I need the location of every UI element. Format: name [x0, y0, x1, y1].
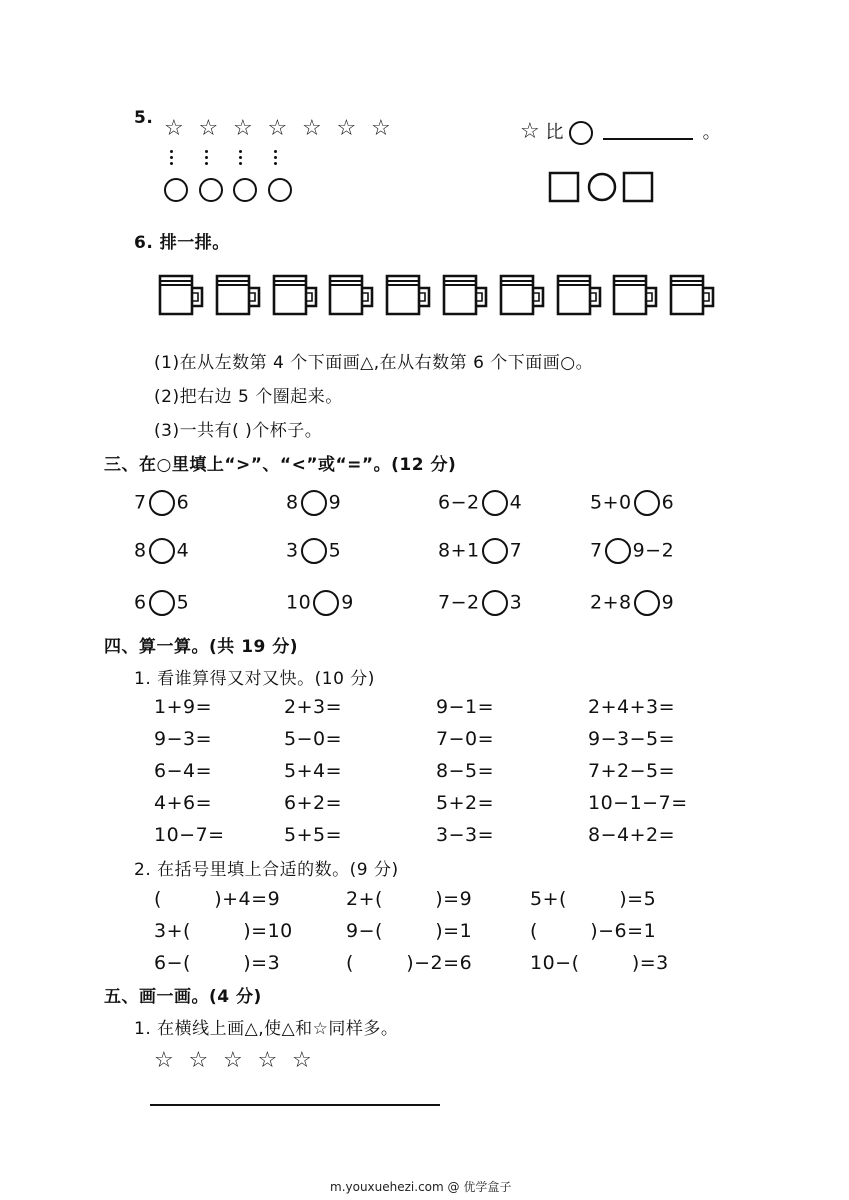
- footer-watermark: m.youxuehezi.com @ 优学盒子: [330, 1180, 512, 1194]
- calc-expression[interactable]: 4+6=: [154, 792, 213, 814]
- calc-expression[interactable]: 6−4=: [154, 760, 213, 782]
- q6-sub-3: (3)一共有( )个杯子。: [154, 421, 323, 441]
- calc-expression[interactable]: 7−0=: [436, 728, 495, 750]
- calc-expression[interactable]: 5−0=: [284, 728, 343, 750]
- star-icon: ☆: [302, 116, 322, 141]
- comparison-item: [590, 590, 674, 616]
- star-icon: ☆: [233, 116, 253, 141]
- comparison-right: 5: [328, 539, 342, 562]
- comparison-right: 4: [176, 539, 190, 562]
- comparison-left: 6: [134, 591, 147, 614]
- calc-expression[interactable]: 2+3=: [284, 696, 343, 718]
- dotted-connector: [239, 150, 243, 168]
- star-icon: ☆: [154, 1048, 174, 1073]
- comparison-right: 9: [328, 491, 342, 514]
- square-circle-square-icons: [548, 170, 658, 204]
- q6-sub-2: (2)把右边 5 个圈起来。: [154, 387, 343, 407]
- calc-expression[interactable]: 9−1=: [436, 696, 495, 718]
- fill-expression[interactable]: 2+( )=9: [346, 888, 473, 910]
- comparison-left: 5+0: [590, 491, 632, 514]
- circle-icon: [268, 178, 292, 202]
- comparison-item: [286, 538, 341, 564]
- star-icon: ☆: [198, 116, 219, 141]
- q5-number: 5.: [134, 108, 154, 128]
- triangle-answer-line[interactable]: [150, 1104, 440, 1106]
- cup-icon: [555, 272, 603, 316]
- comparison-item: [438, 490, 522, 516]
- comparison-left: 7: [134, 491, 147, 514]
- q5-compare-sentence: [520, 118, 721, 145]
- cup-icon: [498, 272, 546, 316]
- comparison-item: [134, 590, 189, 616]
- star-icon: ☆: [188, 1048, 209, 1073]
- cup-icon: [611, 272, 659, 316]
- comparison-left: 7: [590, 539, 603, 562]
- comparison-item: [134, 490, 189, 516]
- comparison-item: [286, 490, 341, 516]
- comparison-left: 2+8: [590, 591, 632, 614]
- section4-title: 四、算一算。(共 19 分): [104, 637, 299, 657]
- comparison-item: [438, 538, 522, 564]
- comparison-right: 6: [661, 491, 675, 514]
- comparison-left: 3: [286, 539, 299, 562]
- calc-expression[interactable]: 10−7=: [154, 824, 225, 846]
- comparison-right: 7: [509, 539, 523, 562]
- star-icon: ☆: [520, 119, 540, 144]
- star-icon: ☆: [371, 116, 391, 141]
- comparison-circle[interactable]: [634, 490, 660, 516]
- comparison-item: [286, 590, 354, 616]
- section4-part2-title: 2. 在括号里填上合适的数。(9 分): [134, 860, 399, 880]
- comparison-item: [590, 490, 674, 516]
- fill-expression[interactable]: 9−( )=1: [346, 920, 473, 942]
- sentence-end: 。: [702, 122, 721, 143]
- circle-icon: [199, 178, 223, 202]
- q6-sub-1: (1)在从左数第 4 个下面画△,在从右数第 6 个下面画○。: [154, 353, 594, 373]
- section5-title: 五、画一画。(4 分): [104, 987, 262, 1007]
- q5-shape-row: [548, 170, 658, 208]
- star-icon: ☆: [257, 1048, 278, 1073]
- circle-icon: [233, 178, 257, 202]
- comparison-circle[interactable]: [301, 490, 327, 516]
- fill-expression[interactable]: 5+( )=5: [530, 888, 657, 910]
- dotted-connector: [205, 150, 209, 168]
- section5-part1-title: 1. 在横线上画△,使△和☆同样多。: [134, 1019, 399, 1039]
- calc-expression[interactable]: 6+2=: [284, 792, 343, 814]
- comparison-right: 6: [176, 491, 190, 514]
- calc-expression[interactable]: 8−5=: [436, 760, 495, 782]
- comparison-right: 9: [341, 591, 354, 614]
- dotted-connector: [170, 150, 174, 168]
- comparison-circle[interactable]: [301, 538, 327, 564]
- q5-dotted-connectors: [170, 150, 300, 172]
- calc-expression[interactable]: 1+9=: [154, 696, 213, 718]
- star-icon: ☆: [292, 1048, 312, 1073]
- comparison-circle[interactable]: [482, 538, 508, 564]
- calc-expression[interactable]: 5+2=: [436, 792, 495, 814]
- star-icon: ☆: [164, 116, 184, 141]
- comparison-circle[interactable]: [149, 490, 175, 516]
- calc-expression[interactable]: 10−1−7=: [588, 792, 688, 814]
- calc-expression[interactable]: 5+5=: [284, 824, 343, 846]
- cup-icon: [271, 272, 319, 316]
- comparison-left: 10: [286, 591, 312, 614]
- circle-icon: [164, 178, 188, 202]
- star-icon: ☆: [336, 116, 357, 141]
- answer-blank[interactable]: [603, 138, 693, 140]
- cup-icon: [327, 272, 375, 316]
- comparison-item: [438, 590, 522, 616]
- comparison-circle[interactable]: [634, 590, 660, 616]
- fill-expression[interactable]: 6−( )=3: [154, 952, 281, 974]
- comparison-circle[interactable]: [482, 490, 508, 516]
- cup-row: [157, 272, 727, 318]
- comparison-circle[interactable]: [482, 590, 508, 616]
- comparison-right: 5: [176, 591, 190, 614]
- calc-expression[interactable]: 8−4+2=: [588, 824, 676, 846]
- calc-expression[interactable]: 2+4+3=: [588, 696, 676, 718]
- comparison-item: [134, 538, 189, 564]
- calc-expression[interactable]: 9−3−5=: [588, 728, 676, 750]
- section4-part1-title: 1. 看谁算得又对又快。(10 分): [134, 669, 375, 689]
- fill-expression[interactable]: 10−( )=3: [530, 952, 669, 974]
- comparison-item: [590, 538, 674, 564]
- comparison-circle[interactable]: [149, 538, 175, 564]
- comparison-circle[interactable]: [605, 538, 631, 564]
- calc-expression[interactable]: 3−3=: [436, 824, 495, 846]
- comparison-right: 9−2: [632, 539, 675, 562]
- comparison-right: 4: [509, 491, 523, 514]
- cup-icon: [384, 272, 432, 316]
- comparison-left: 7−2: [438, 591, 480, 614]
- fill-expression[interactable]: ( )+4=9: [154, 888, 281, 910]
- comparison-right: 3: [509, 591, 523, 614]
- fill-expression[interactable]: 3+( )=10: [154, 920, 293, 942]
- comparison-left: 6−2: [438, 491, 480, 514]
- fill-expression[interactable]: ( )−6=1: [530, 920, 657, 942]
- star-icon: ☆: [223, 1048, 243, 1073]
- dotted-connector: [274, 150, 278, 168]
- calc-expression[interactable]: 7+2−5=: [588, 760, 676, 782]
- comparison-circle[interactable]: [149, 590, 175, 616]
- cup-icon: [441, 272, 489, 316]
- comparison-left: 8: [286, 491, 299, 514]
- calc-expression[interactable]: 9−3=: [154, 728, 213, 750]
- calc-expression[interactable]: 5+4=: [284, 760, 343, 782]
- comparison-circle[interactable]: [313, 590, 339, 616]
- cup-icon: [157, 272, 205, 316]
- cup-icon: [668, 272, 716, 316]
- circle-icon: [569, 121, 593, 145]
- section3-title: 三、在○里填上“>”、“<”或“=”。(12 分): [104, 455, 457, 475]
- compare-word: 比: [545, 122, 564, 143]
- fill-expression[interactable]: ( )−2=6: [346, 952, 473, 974]
- star-icon: ☆: [267, 116, 288, 141]
- q6-title: 6. 排一排。: [134, 233, 230, 253]
- cup-icon: [214, 272, 262, 316]
- comparison-left: 8+1: [438, 539, 480, 562]
- comparison-right: 9: [661, 591, 675, 614]
- comparison-left: 8: [134, 539, 147, 562]
